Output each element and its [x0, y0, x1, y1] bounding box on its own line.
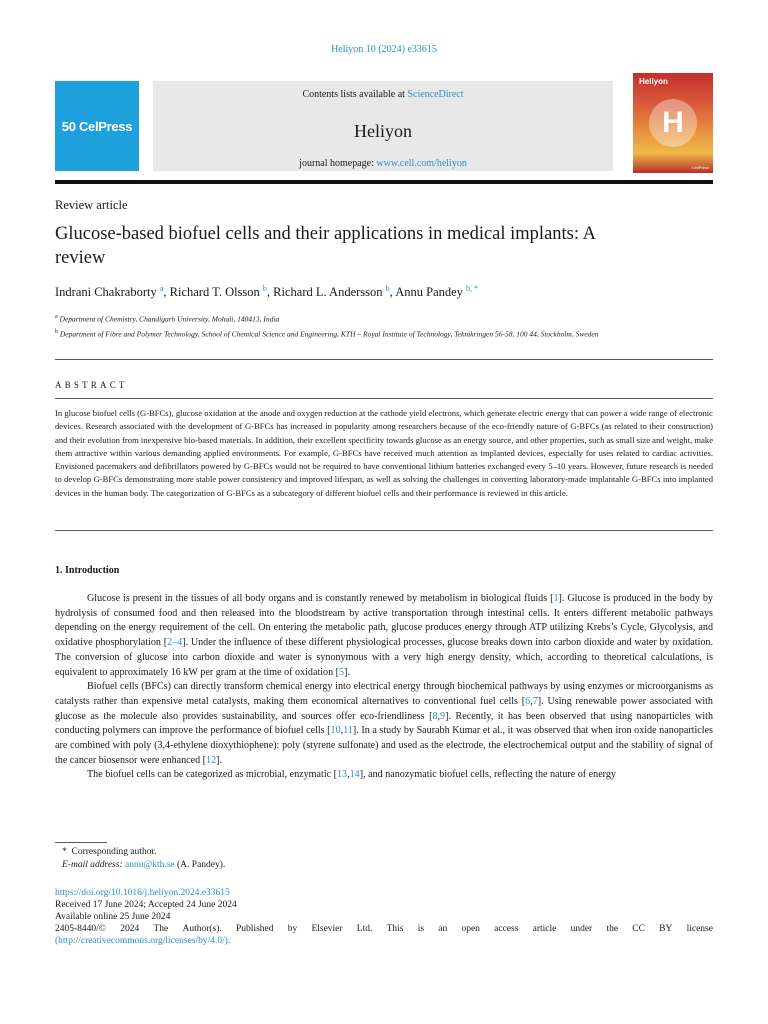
publisher-logo-text: 50 CelPress [61, 118, 133, 134]
citation-link[interactable]: 8 [432, 710, 438, 722]
author-name: Annu Pandey [395, 285, 463, 300]
affiliation-label: a [55, 314, 58, 320]
cover-emblem [649, 99, 697, 147]
license-word: access [494, 924, 519, 934]
citation-link[interactable]: 10 [330, 725, 341, 737]
affiliation [55, 311, 620, 326]
license-statement [55, 923, 713, 935]
corresponding-label: Corresponding author. [71, 847, 157, 857]
author-name: Indrani Chakraborty [55, 285, 157, 300]
license-word: an [438, 924, 448, 934]
citation-link[interactable]: 11 [343, 725, 353, 737]
license-word: under [570, 924, 593, 934]
paragraph: The biofuel cells can be categorized as microbial, enzymatic [13,14], and nanozymatic biofuel cells, reflecting the nature of energy [87, 769, 616, 781]
license-word: Elsevier [311, 924, 343, 934]
license-word: license [686, 924, 713, 934]
affiliation [55, 326, 620, 341]
corresponding-author-note [62, 846, 225, 859]
email-link[interactable]: annu@kth.se [124, 860, 175, 870]
license-word: CC [632, 924, 645, 934]
affiliation-marker[interactable]: b [385, 284, 390, 293]
footnote-divider [55, 842, 107, 843]
cover-publisher: CellPress [691, 165, 709, 170]
doi-link[interactable]: https://doi.org/10.1016/j.heliyon.2024.e33615 [55, 888, 230, 898]
license-word: the [606, 924, 619, 934]
license-word: is [417, 924, 425, 934]
license-word: Ltd. [356, 924, 373, 934]
homepage-prefix: journal homepage: [299, 158, 377, 169]
author-name: Richard L. Andersson [273, 285, 383, 300]
license-word: article [532, 924, 557, 934]
citation-link[interactable]: 12 [206, 754, 217, 766]
received-dates: Received 17 June 2024; Accepted 24 June 2024 [55, 900, 237, 910]
license-word: Published [236, 924, 274, 934]
affiliation-marker[interactable]: a [159, 284, 164, 293]
citation-link[interactable]: 7 [532, 695, 538, 707]
section-heading: 1. Introduction [55, 565, 120, 576]
article-title: Glucose-based biofuel cells and their applications in medical implants: A review [55, 224, 595, 268]
available-online: Available online 25 June 2024 [55, 912, 171, 922]
masthead [153, 81, 613, 171]
sciencedirect-link[interactable]: ScienceDirect [407, 89, 464, 100]
affiliation-text: Department of Chemistry, Chandigarh University, Mohali, 140413, India [59, 314, 280, 324]
footnote-mark: * [62, 847, 67, 857]
citation-link[interactable]: 2–4 [167, 637, 183, 649]
journal-name: Heliyon [354, 121, 412, 141]
divider [55, 530, 713, 531]
contents-line [153, 89, 613, 100]
affiliations [55, 311, 620, 340]
citation-link[interactable]: 14 [349, 769, 360, 781]
email-note [62, 859, 225, 872]
citation-link[interactable]: 6 [525, 695, 531, 707]
citation-link[interactable]: 9 [440, 710, 446, 722]
license-word: The [153, 924, 169, 934]
license-link[interactable]: (http://creativecommons.org/licenses/by/4.0/). [55, 936, 231, 946]
license-word: 2405-8440/© [55, 924, 107, 934]
introduction-body [55, 592, 713, 783]
journal-homepage-link[interactable]: www.cell.com/heliyon [376, 158, 467, 169]
citation-link[interactable]: 1 [553, 593, 559, 604]
author-name: Richard T. Olsson [169, 285, 260, 300]
license-word: BY [659, 924, 673, 934]
paragraph: Biofuel cells (BFCs) can directly transform chemical energy into electrical energy through biochemical pathways by using enzymes or microorganisms as catalysts rather than expensive metal catalysts, making them economical alternatives to conventional fuel cells [6,7]. Using renewable power associated with glucose as the molecule also provides sustainability, and sources offer eco-friendliness [8,9]. Recently, it has been observed that using nanoparticles with conducting polymers can improve the performance of biofuel cells [10,11]. In a study by Saurabh Kumar et al., it was observed that when iron oxide nanoparticles are combined with poly (3,4-ethylene dioxythiophene): poly (styrene sulfonate) and used as the electrode, the electrochemical output and the stability of signal of the cancer biosensor were enhanced [12]. [55, 681, 713, 766]
header-divider [55, 180, 713, 184]
paragraph: Glucose is present in the tissues of all body organs and is constantly renewed by metabolism in biological fluids [1]. Glucose is produced in the body by hydrolysis of consumed food and then released into the bloodstream by active transportation through intestinal cells. It enters different metabolic pathways depending on the energy requirement of the cell. On entering the metabolic path, glucose produces energy through ATP utilizing Krebs’s Cycle, Glycolysis, and oxidative phosphorylation [2–4]. Under the influence of these different physiological processes, glucose breaks down into carbon dioxide and water by oxidation. The conversion of glucose into carbon dioxide and water is synonymous with a very high energy density, which, according to theoretical calculations, is equivalent to approximately 16 kW per gram at the time of oxidation [5]. [55, 593, 714, 678]
citation-link[interactable]: 5 [339, 666, 345, 678]
publisher-logo[interactable] [55, 81, 139, 171]
license-word: This [386, 924, 404, 934]
divider [55, 398, 713, 399]
license-word: by [287, 924, 298, 934]
article-type: Review article [55, 198, 128, 212]
cover-letter: H [662, 106, 684, 139]
divider [55, 359, 713, 360]
affiliation-marker[interactable]: b [262, 284, 267, 293]
citation-link[interactable]: 13 [336, 769, 348, 781]
email-label: E-mail address: [62, 860, 123, 870]
publication-info [55, 887, 713, 947]
email-suffix: (A. Pandey). [177, 860, 226, 870]
journal-reference-link[interactable]: Heliyon 10 (2024) e33615 [331, 44, 437, 55]
abstract-heading: ABSTRACT [55, 380, 128, 390]
license-word: open [461, 924, 480, 934]
journal-cover-image[interactable] [633, 73, 713, 173]
contents-prefix: Contents lists available at [302, 89, 408, 100]
cover-title: Heliyon [639, 77, 668, 86]
affiliation-marker[interactable]: b, * [466, 284, 479, 293]
license-word: 2024 [120, 924, 140, 934]
footnotes [62, 846, 225, 872]
affiliation-label: b [55, 328, 58, 335]
author-list: Indrani Chakraborty $^a$, Richard T. Olsson $^b$, Richard L. Andersson $^b$, Annu Pandey $^{b, *}$ [55, 284, 479, 300]
abstract-text: In glucose biofuel cells (G-BFCs), glucose oxidation at the anode and oxygen reduction at the cathode yield electrons, which generate electric energy that can power a wide range of electronic devices. Research associated with the development of G-BFCs has increased in popularity among researchers because of the eco-friendly nature of G-BFCs (as related to their construction) and their evolution from inexpensive bio-based materials. In addition, their excellent specificity towards glucose as an energy source, and other properties, such as small size and weight, make them attractive within various demanding applied environments. For example, G-BFCs have received much attention as implanted devices, especially for uses related to cardiac activities. Envisioned pacemakers and defibrillators powered by G-BFCs would not be required to have conventional lithium batteries exchanged every 5–10 years. However, future research is needed to develop G-BFCs demonstrating more stable power consistency and improved lifespan, as well as solving the challenges in converting laboratory-made implantable G-BFCs into implanted devices in the human body. The categorization of G-BFCs as a subcategory of different biofuel cells and their performance is reviewed in this article. [55, 408, 714, 498]
license-word: Author(s). [182, 924, 222, 934]
homepage-line [153, 158, 613, 169]
journal-header [55, 73, 713, 174]
affiliation-text: Department of Fibre and Polymer Technology, School of Chemical Science and Engineering, KTH – Royal Institute of Technology, Teknikringen 56-58, 100 44, Stockholm, Sweden [59, 329, 599, 338]
